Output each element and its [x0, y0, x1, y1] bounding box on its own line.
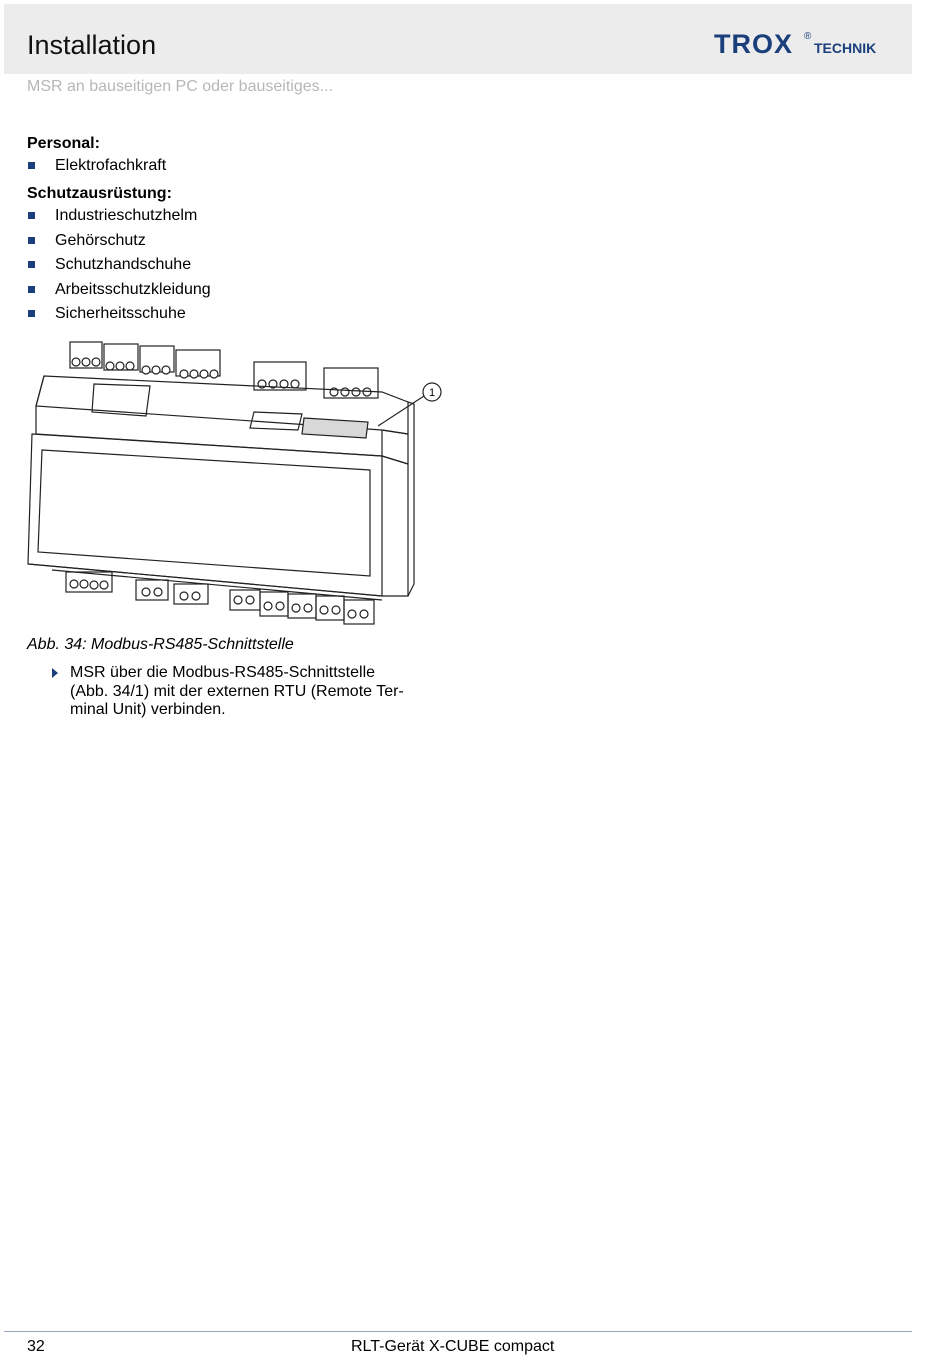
callout-leader: [378, 396, 424, 426]
logo-suffix: TECHNIK: [814, 40, 877, 56]
square-bullet-icon: [28, 310, 35, 317]
step-line: MSR über die Modbus-RS485-Schnittstelle: [70, 664, 376, 681]
trox-technik-logo: [714, 28, 886, 60]
step-line: (Abb. 34/1) mit der externen RTU (Remote Ter-: [70, 682, 404, 700]
square-bullet-icon: [28, 212, 35, 219]
figure-caption: Abb. 34: Modbus-RS485-Schnittstelle: [27, 636, 294, 653]
logo-brand: TROX: [714, 29, 794, 59]
step-line: minal Unit) verbinden.: [70, 701, 226, 718]
page-title: Installation: [27, 30, 157, 60]
protection-label: Schutzausrüstung:: [27, 185, 172, 202]
footer-divider: [4, 1331, 912, 1332]
controller-illustration: [22, 334, 450, 630]
triangle-arrow-icon: [52, 668, 58, 678]
square-bullet-icon: [28, 286, 35, 293]
callout-number: 1: [428, 387, 436, 399]
document-title: RLT-Gerät X-CUBE compact: [351, 1338, 555, 1355]
bottom-terminals: [66, 572, 374, 624]
page-subtitle: MSR an bauseitigen PC oder bauseitiges...: [27, 78, 333, 95]
logo-registered: ®: [804, 31, 812, 42]
personal-label: Personal:: [27, 135, 100, 152]
page-number: 32: [27, 1338, 45, 1355]
square-bullet-icon: [28, 237, 35, 244]
square-bullet-icon: [28, 261, 35, 268]
square-bullet-icon: [28, 162, 35, 169]
